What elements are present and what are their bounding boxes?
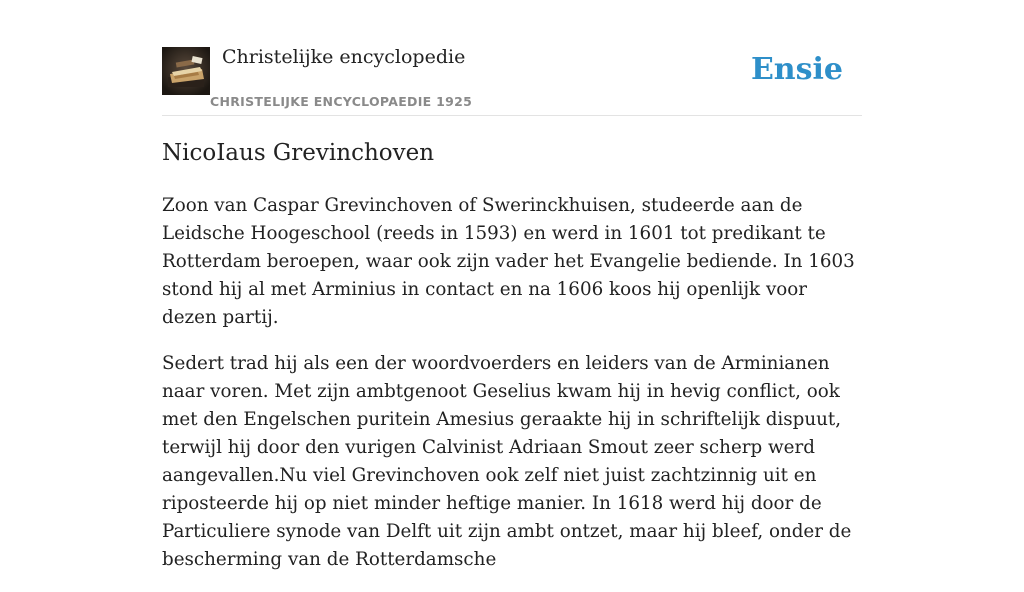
- article-paragraph: Sedert trad hij als een der woordvoerders en leiders van de Arminianen naar voren. Met zijn ambtgenoot Geselius kwam hij in hevig conflict, ook met den Engelschen puritein Amesius geraakte hij in schriftelijk dispuut, terwijl hij door den vurigen Calvinist Adriaan Smout zeer scherp werd aangevallen.Nu viel Grevinchoven ook zelf niet juist zachtzinnig uit en riposteerde hij op niet minder heftige manier. In 1618 werd hij door de Particuliere synode van Delft uit zijn ambt ontzet, maar hij bleef, onder de bescherming van de Rotterdamsche: [162, 353, 852, 570]
- article-body: [162, 192, 862, 592]
- article-title: NicoIaus Grevinchoven: [162, 140, 435, 166]
- book-photo-icon: [162, 47, 210, 95]
- source-subtitle[interactable]: CHRISTELIJKE ENCYCLOPAEDIE 1925: [210, 94, 473, 109]
- source-title[interactable]: Christelijke encyclopedie: [222, 46, 466, 68]
- ensie-logo[interactable]: Ensie: [750, 52, 843, 87]
- source-header: [162, 0, 862, 116]
- source-avatar[interactable]: [162, 47, 210, 95]
- article-paragraph: Zoon van Caspar Grevinchoven of Swerinckhuisen, studeerde aan de Leidsche Hoogeschool (reeds in 1593) en werd in 1601 tot predikant te Rotterdam beroepen, waar ook zijn vader het Evangelie bediende. In 1603 stond hij al met Arminius in contact en na 1606 koos hij openlijk voor dezen partij.: [162, 195, 855, 328]
